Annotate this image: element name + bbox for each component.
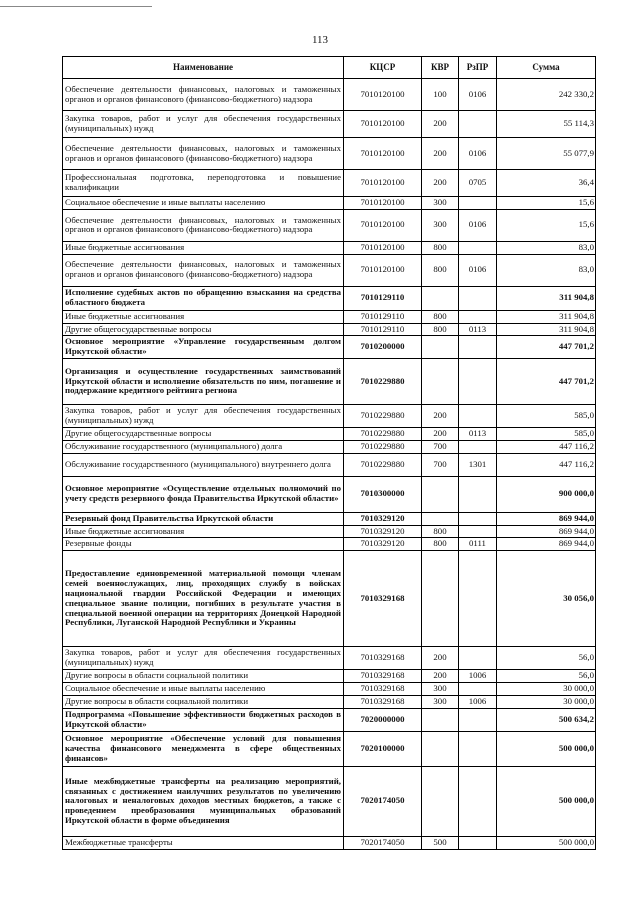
row-name-cell: Обслуживание государственного (муниципального) долга xyxy=(63,440,344,453)
row-rzpr-cell: 1006 xyxy=(459,695,497,708)
header-kvr: КВР xyxy=(422,57,459,79)
row-rzpr-cell xyxy=(459,683,497,696)
row-sum-cell: 311 904,8 xyxy=(497,323,596,336)
row-kvr-cell: 200 xyxy=(422,170,459,197)
row-sum-cell: 447 116,2 xyxy=(497,440,596,453)
budget-table xyxy=(62,56,596,850)
row-kcsr-cell: 7010329168 xyxy=(344,647,422,670)
row-sum-cell: 869 944,0 xyxy=(497,512,596,525)
row-sum-cell: 55 114,3 xyxy=(497,111,596,138)
table-body xyxy=(63,79,596,850)
row-kvr-cell: 800 xyxy=(422,525,459,538)
table-row xyxy=(63,170,596,197)
row-kcsr-cell: 7010120100 xyxy=(344,241,422,254)
table-row xyxy=(63,525,596,538)
table-row xyxy=(63,310,596,323)
row-rzpr-cell: 1006 xyxy=(459,670,497,683)
row-name-cell: Другие вопросы в области социальной политики xyxy=(63,670,344,683)
row-kvr-cell: 800 xyxy=(422,241,459,254)
row-sum-cell: 30 056,0 xyxy=(497,551,596,647)
row-kcsr-cell: 7010120100 xyxy=(344,170,422,197)
table-row xyxy=(63,512,596,525)
row-sum-cell: 15,6 xyxy=(497,209,596,241)
row-rzpr-cell: 0106 xyxy=(459,138,497,170)
row-kvr-cell xyxy=(422,512,459,525)
table-row xyxy=(63,695,596,708)
table-row xyxy=(63,209,596,241)
table-row xyxy=(63,138,596,170)
row-sum-cell: 30 000,0 xyxy=(497,683,596,696)
row-sum-cell: 242 330,2 xyxy=(497,79,596,111)
row-kcsr-cell: 7010329168 xyxy=(344,551,422,647)
row-sum-cell: 56,0 xyxy=(497,670,596,683)
row-rzpr-cell xyxy=(459,310,497,323)
row-kvr-cell: 200 xyxy=(422,670,459,683)
row-name-cell: Обеспечение деятельности финансовых, налоговых и таможенных органов и органов финансового (финансово-бюджетного) надзора xyxy=(63,79,344,111)
row-rzpr-cell xyxy=(459,286,497,310)
row-kcsr-cell: 7010120100 xyxy=(344,138,422,170)
table-row xyxy=(63,405,596,428)
row-kcsr-cell: 7010120100 xyxy=(344,79,422,111)
row-sum-cell: 500 634,2 xyxy=(497,708,596,731)
row-rzpr-cell: 1301 xyxy=(459,453,497,476)
row-rzpr-cell: 0106 xyxy=(459,254,497,286)
row-rzpr-cell xyxy=(459,551,497,647)
row-kcsr-cell: 7010229880 xyxy=(344,405,422,428)
row-rzpr-cell xyxy=(459,405,497,428)
row-name-cell: Обеспечение деятельности финансовых, налоговых и таможенных органов и органов финансового (финансово-бюджетного) надзора xyxy=(63,138,344,170)
table-header-row xyxy=(63,57,596,79)
row-sum-cell: 500 000,0 xyxy=(497,731,596,766)
table-row xyxy=(63,428,596,441)
table-row xyxy=(63,453,596,476)
row-kcsr-cell: 7010329120 xyxy=(344,538,422,551)
header-rule xyxy=(0,6,152,7)
table-row xyxy=(63,538,596,551)
row-kvr-cell: 200 xyxy=(422,647,459,670)
row-kcsr-cell: 7010120100 xyxy=(344,197,422,210)
row-name-cell: Исполнение судебных актов по обращению взыскания на средства областного бюджета xyxy=(63,286,344,310)
row-kvr-cell: 200 xyxy=(422,428,459,441)
row-name-cell: Предоставление единовременной материальной помощи членам семей военнослужащих, лиц, проходящих службу в войсках национальной гвардии Российской Федерации и имеющих специальное звание полиции, погибших в результате участия в специальной военной операции на территориях Донецкой Народной Республики, Луганской Народной Республики и Украины xyxy=(63,551,344,647)
row-name-cell: Обеспечение деятельности финансовых, налоговых и таможенных органов и органов финансового (финансово-бюджетного) надзора xyxy=(63,254,344,286)
header-sum: Сумма xyxy=(497,57,596,79)
row-sum-cell: 447 701,2 xyxy=(497,336,596,359)
row-name-cell: Резервные фонды xyxy=(63,538,344,551)
table-row xyxy=(63,111,596,138)
row-kcsr-cell: 7010329120 xyxy=(344,512,422,525)
row-kvr-cell xyxy=(422,708,459,731)
row-sum-cell: 500 000,0 xyxy=(497,766,596,836)
row-rzpr-cell: 0106 xyxy=(459,209,497,241)
table-row xyxy=(63,286,596,310)
row-rzpr-cell: 0113 xyxy=(459,428,497,441)
row-kvr-cell: 300 xyxy=(422,197,459,210)
row-kcsr-cell: 7010129110 xyxy=(344,310,422,323)
row-sum-cell: 900 000,0 xyxy=(497,476,596,512)
row-name-cell: Иные бюджетные ассигнования xyxy=(63,241,344,254)
row-kcsr-cell: 7010120100 xyxy=(344,254,422,286)
table-row xyxy=(63,647,596,670)
row-name-cell: Межбюджетные трансферты xyxy=(63,836,344,849)
row-name-cell: Обеспечение деятельности финансовых, налоговых и таможенных органов и органов финансового (финансово-бюджетного) надзора xyxy=(63,209,344,241)
row-rzpr-cell: 0705 xyxy=(459,170,497,197)
row-rzpr-cell: 0113 xyxy=(459,323,497,336)
table-row xyxy=(63,683,596,696)
row-kvr-cell: 200 xyxy=(422,138,459,170)
row-kvr-cell: 200 xyxy=(422,111,459,138)
row-name-cell: Другие вопросы в области социальной политики xyxy=(63,695,344,708)
row-kvr-cell: 700 xyxy=(422,440,459,453)
row-rzpr-cell: 0106 xyxy=(459,79,497,111)
row-name-cell: Резервный фонд Правительства Иркутской области xyxy=(63,512,344,525)
row-sum-cell: 83,0 xyxy=(497,241,596,254)
row-name-cell: Другие общегосударственные вопросы xyxy=(63,323,344,336)
table-row xyxy=(63,197,596,210)
row-kvr-cell xyxy=(422,551,459,647)
row-kvr-cell xyxy=(422,359,459,405)
table-row xyxy=(63,708,596,731)
row-sum-cell: 36,4 xyxy=(497,170,596,197)
row-sum-cell: 500 000,0 xyxy=(497,836,596,849)
row-kcsr-cell: 7010120100 xyxy=(344,209,422,241)
row-name-cell: Подпрограмма «Повышение эффективности бюджетных расходов в Иркутской области» xyxy=(63,708,344,731)
row-kvr-cell: 800 xyxy=(422,254,459,286)
table-row xyxy=(63,836,596,849)
row-name-cell: Иные бюджетные ассигнования xyxy=(63,525,344,538)
row-kcsr-cell: 7020000000 xyxy=(344,708,422,731)
table-row xyxy=(63,336,596,359)
row-sum-cell: 447 701,2 xyxy=(497,359,596,405)
row-kvr-cell xyxy=(422,336,459,359)
row-kvr-cell: 200 xyxy=(422,405,459,428)
row-rzpr-cell xyxy=(459,111,497,138)
row-kcsr-cell: 7010229880 xyxy=(344,359,422,405)
row-name-cell: Закупка товаров, работ и услуг для обеспечения государственных (муниципальных) нужд xyxy=(63,405,344,428)
row-rzpr-cell xyxy=(459,647,497,670)
row-kvr-cell: 700 xyxy=(422,453,459,476)
header-name: Наименование xyxy=(63,57,344,79)
row-name-cell: Основное мероприятие «Осуществление отдельных полномочий по учету средств резервного фонда Правительства Иркутской области» xyxy=(63,476,344,512)
row-rzpr-cell xyxy=(459,440,497,453)
row-kcsr-cell: 7010229880 xyxy=(344,428,422,441)
row-sum-cell: 30 000,0 xyxy=(497,695,596,708)
row-name-cell: Основное мероприятие «Обеспечение условий для повышения качества финансового менеджмента в сфере общественных финансов» xyxy=(63,731,344,766)
row-kcsr-cell: 7010329168 xyxy=(344,683,422,696)
row-kcsr-cell: 7010329168 xyxy=(344,695,422,708)
row-kvr-cell: 800 xyxy=(422,323,459,336)
row-sum-cell: 311 904,8 xyxy=(497,286,596,310)
row-name-cell: Основное мероприятие «Управление государственным долгом Иркутской области» xyxy=(63,336,344,359)
row-kvr-cell: 800 xyxy=(422,538,459,551)
row-sum-cell: 585,0 xyxy=(497,428,596,441)
table-row xyxy=(63,79,596,111)
table-row xyxy=(63,359,596,405)
row-rzpr-cell xyxy=(459,766,497,836)
row-kvr-cell: 300 xyxy=(422,209,459,241)
header-rzpr: РзПР xyxy=(459,57,497,79)
row-kvr-cell: 500 xyxy=(422,836,459,849)
row-rzpr-cell xyxy=(459,476,497,512)
row-rzpr-cell xyxy=(459,197,497,210)
table-row xyxy=(63,551,596,647)
header-kcsr: КЦСР xyxy=(344,57,422,79)
table-row xyxy=(63,766,596,836)
row-name-cell: Иные бюджетные ассигнования xyxy=(63,310,344,323)
row-kvr-cell xyxy=(422,731,459,766)
row-kvr-cell: 100 xyxy=(422,79,459,111)
row-sum-cell: 56,0 xyxy=(497,647,596,670)
row-kvr-cell: 300 xyxy=(422,695,459,708)
row-name-cell: Социальное обеспечение и иные выплаты населению xyxy=(63,683,344,696)
row-rzpr-cell xyxy=(459,241,497,254)
row-kcsr-cell: 7010129110 xyxy=(344,286,422,310)
table-row xyxy=(63,440,596,453)
row-kvr-cell: 300 xyxy=(422,683,459,696)
row-sum-cell: 83,0 xyxy=(497,254,596,286)
page-number: 113 xyxy=(311,34,329,46)
row-sum-cell: 585,0 xyxy=(497,405,596,428)
row-rzpr-cell xyxy=(459,525,497,538)
table-row xyxy=(63,254,596,286)
table-row xyxy=(63,323,596,336)
row-kcsr-cell: 7020174050 xyxy=(344,766,422,836)
row-kcsr-cell: 7010120100 xyxy=(344,111,422,138)
row-name-cell: Закупка товаров, работ и услуг для обеспечения государственных (муниципальных) нужд xyxy=(63,647,344,670)
row-rzpr-cell xyxy=(459,359,497,405)
row-kcsr-cell: 7020174050 xyxy=(344,836,422,849)
row-rzpr-cell: 0111 xyxy=(459,538,497,551)
row-rzpr-cell xyxy=(459,512,497,525)
table-row xyxy=(63,670,596,683)
row-name-cell: Профессиональная подготовка, переподготовка и повышение квалификации xyxy=(63,170,344,197)
row-kvr-cell xyxy=(422,476,459,512)
row-rzpr-cell xyxy=(459,836,497,849)
row-sum-cell: 15,6 xyxy=(497,197,596,210)
row-name-cell: Закупка товаров, работ и услуг для обеспечения государственных (муниципальных) нужд xyxy=(63,111,344,138)
row-kcsr-cell: 7010329120 xyxy=(344,525,422,538)
row-sum-cell: 869 944,0 xyxy=(497,525,596,538)
row-kvr-cell: 800 xyxy=(422,310,459,323)
row-kcsr-cell: 7010229880 xyxy=(344,440,422,453)
row-kcsr-cell: 7010329168 xyxy=(344,670,422,683)
row-kcsr-cell: 7010229880 xyxy=(344,453,422,476)
table-row xyxy=(63,241,596,254)
row-kvr-cell xyxy=(422,286,459,310)
row-rzpr-cell xyxy=(459,336,497,359)
row-rzpr-cell xyxy=(459,731,497,766)
row-name-cell: Обслуживание государственного (муниципального) внутреннего долга xyxy=(63,453,344,476)
row-name-cell: Социальное обеспечение и иные выплаты населению xyxy=(63,197,344,210)
row-kcsr-cell: 7020100000 xyxy=(344,731,422,766)
row-name-cell: Другие общегосударственные вопросы xyxy=(63,428,344,441)
row-name-cell: Иные межбюджетные трансферты на реализацию мероприятий, связанных с достижением наилучших результатов по увеличению налоговых и неналоговых доходов местных бюджетов, а также с проведением преобразования муниципальных образований Иркутской области в форме объединения xyxy=(63,766,344,836)
row-kcsr-cell: 7010129110 xyxy=(344,323,422,336)
row-sum-cell: 311 904,8 xyxy=(497,310,596,323)
row-rzpr-cell xyxy=(459,708,497,731)
table-row xyxy=(63,731,596,766)
row-kcsr-cell: 7010300000 xyxy=(344,476,422,512)
row-kvr-cell xyxy=(422,766,459,836)
row-sum-cell: 55 077,9 xyxy=(497,138,596,170)
row-name-cell: Организация и осуществление государственных заимствований Иркутской области и исполнение обязательств по ним, погашение и поддержание кредитного рейтинга региона xyxy=(63,359,344,405)
row-kcsr-cell: 7010200000 xyxy=(344,336,422,359)
row-sum-cell: 447 116,2 xyxy=(497,453,596,476)
row-sum-cell: 869 944,0 xyxy=(497,538,596,551)
table-row xyxy=(63,476,596,512)
